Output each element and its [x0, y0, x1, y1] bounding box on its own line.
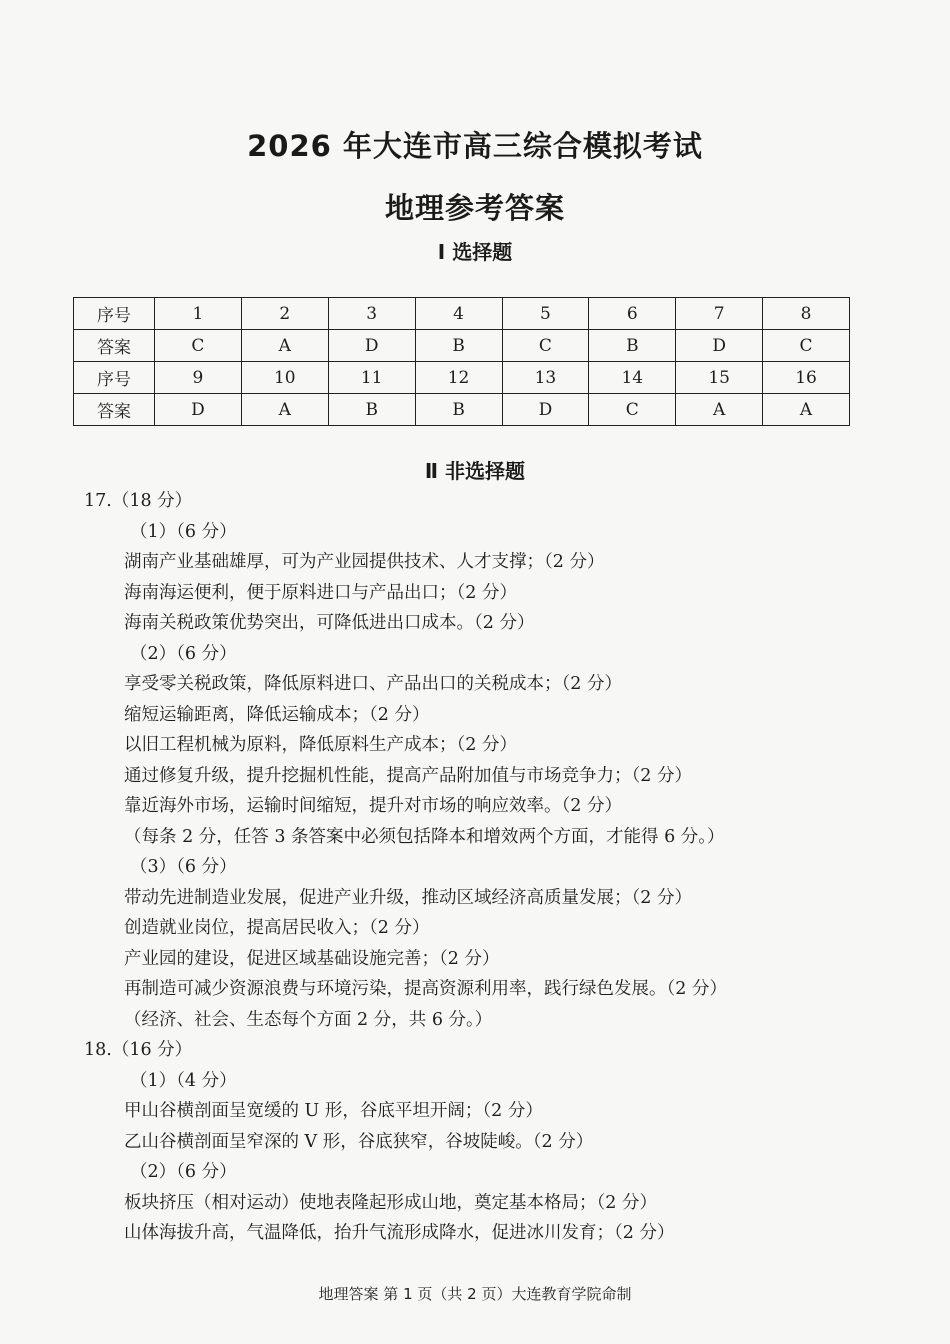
table-cell: 8	[763, 298, 850, 330]
table-cell: 1	[155, 298, 242, 330]
table-cell: 16	[763, 362, 850, 394]
table-cell: 4	[415, 298, 502, 330]
table-cell: 3	[328, 298, 415, 330]
table-cell: 10	[241, 362, 328, 394]
section-heading-nonchoice: Ⅱ 非选择题	[424, 459, 526, 483]
scoring-note: （每条 2 分，任答 3 条答案中必须包括降本和增效两个方面，才能得 6 分。）	[124, 826, 725, 847]
subquestion-heading: （2）（6 分）	[130, 643, 237, 664]
table-row	[74, 298, 850, 330]
row-label: 答案	[74, 394, 155, 426]
table-cell: 15	[676, 362, 763, 394]
table-cell: 7	[676, 298, 763, 330]
answer-line: 靠近海外市场，运输时间缩短，提升对市场的响应效率。（2 分）	[124, 796, 622, 816]
answer-line: 海南关税政策优势突出，可降低进出口成本。（2 分）	[124, 613, 535, 633]
table-row	[74, 362, 850, 394]
answer-line: 缩短运输距离，降低运输成本；（2 分）	[124, 704, 430, 725]
answer-line: 乙山谷横剖面呈窄深的 V 形，谷底狭窄，谷坡陡峻。（2 分）	[124, 1131, 594, 1152]
table-cell: B	[415, 330, 502, 362]
answer-line: 再制造可减少资源浪费与环境污染，提高资源利用率，践行绿色发展。（2 分）	[124, 979, 727, 999]
table-cell: A	[241, 330, 328, 362]
subject-title: 地理参考答案	[384, 191, 565, 225]
table-cell: D	[328, 330, 415, 362]
row-label: 序号	[74, 362, 155, 394]
table-cell: D	[676, 330, 763, 362]
answer-line: 板块挤压（相对运动）使地表隆起形成山地，奠定基本格局；（2 分）	[124, 1192, 657, 1213]
table-cell: 9	[155, 362, 242, 394]
answer-line: 山体海拔升高，气温降低，抬升气流形成降水，促进冰川发育；（2 分）	[124, 1223, 675, 1243]
exam-title: 2026 年大连市高三综合模拟考试	[247, 129, 703, 163]
table-cell: D	[155, 394, 242, 426]
table-row	[74, 330, 850, 362]
subquestion-heading: （1）（4 分）	[130, 1070, 237, 1091]
table-cell: 5	[502, 298, 589, 330]
answer-key-table	[73, 297, 850, 426]
scoring-note: （经济、社会、生态每个方面 2 分，共 6 分。）	[124, 1009, 493, 1030]
answer-line: 享受零关税政策，降低原料进口、产品出口的关税成本；（2 分）	[124, 674, 622, 694]
answer-line: 以旧工程机械为原料，降低原料生产成本；（2 分）	[124, 735, 517, 755]
table-cell: C	[589, 394, 676, 426]
answer-line: 湖南产业基础雄厚，可为产业园提供技术、人才支撑；（2 分）	[124, 552, 605, 572]
row-label: 答案	[74, 330, 155, 362]
table-cell: 11	[328, 362, 415, 394]
table-cell: A	[676, 394, 763, 426]
section-heading-choice: Ⅰ 选择题	[437, 240, 513, 264]
table-cell: B	[328, 394, 415, 426]
answer-line: 通过修复升级，提升挖掘机性能，提高产品附加值与市场竞争力；（2 分）	[124, 765, 692, 786]
answer-line: 海南海运便利，便于原料进口与产品出口；（2 分）	[124, 582, 517, 603]
table-cell: B	[589, 330, 676, 362]
table-cell: C	[502, 330, 589, 362]
subquestion-heading: （1）（6 分）	[130, 521, 237, 542]
table-cell: C	[155, 330, 242, 362]
table-cell: 14	[589, 362, 676, 394]
table-cell: B	[415, 394, 502, 426]
table-row	[74, 394, 850, 426]
table-cell: 13	[502, 362, 589, 394]
table-cell: A	[241, 394, 328, 426]
answer-line: 甲山谷横剖面呈宽缓的 U 形，谷底平坦开阔；（2 分）	[124, 1101, 543, 1121]
page-footer: 地理答案 第 1 页（共 2 页）大连教育学院命制	[318, 1285, 632, 1303]
table-cell: A	[763, 394, 850, 426]
question-heading: 18.（16 分）	[84, 1040, 193, 1060]
table-cell: D	[502, 394, 589, 426]
table-cell: 12	[415, 362, 502, 394]
row-label: 序号	[74, 298, 155, 330]
question-heading: 17.（18 分）	[84, 491, 193, 511]
answer-line: 创造就业岗位，提高居民收入；（2 分）	[124, 918, 430, 938]
table-cell: 2	[241, 298, 328, 330]
table-cell: C	[763, 330, 850, 362]
subquestion-heading: （2）（6 分）	[130, 1162, 237, 1182]
answer-line: 产业园的建设，促进区域基础设施完善；（2 分）	[124, 948, 500, 969]
table-cell: 6	[589, 298, 676, 330]
subquestion-heading: （3）（6 分）	[130, 857, 237, 877]
answer-line: 带动先进制造业发展，促进产业升级，推动区域经济高质量发展；（2 分）	[124, 887, 692, 908]
